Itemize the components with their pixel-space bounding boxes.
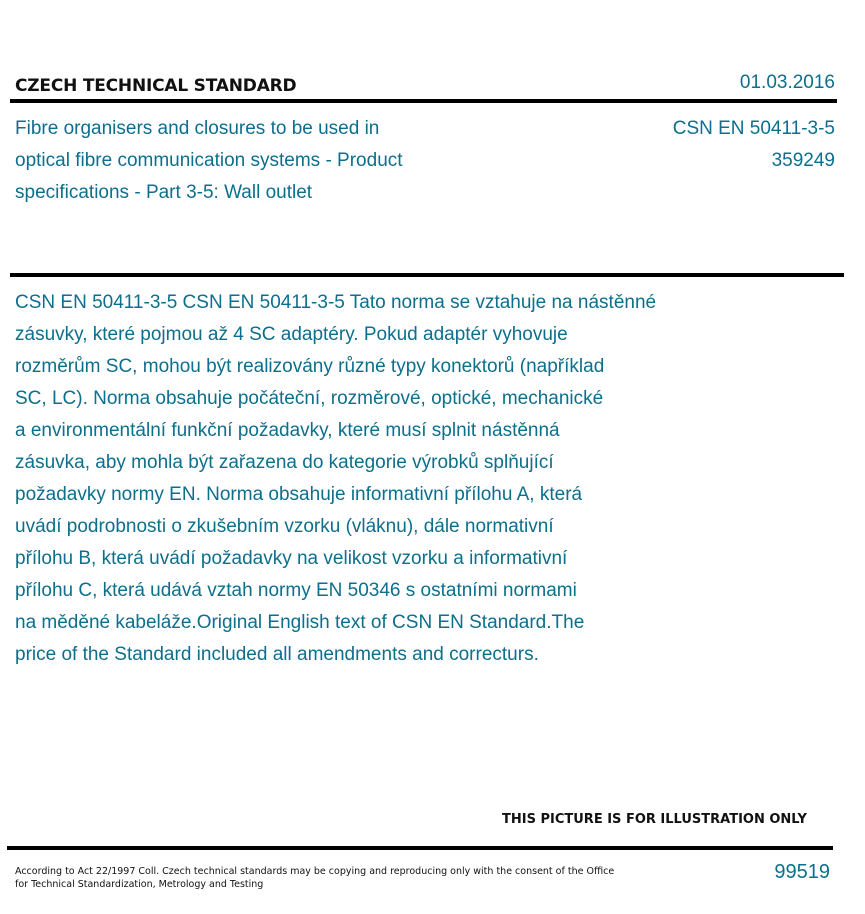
section-divider bbox=[10, 273, 844, 277]
standard-type-heading: CZECH TECHNICAL STANDARD bbox=[15, 76, 297, 96]
abstract-line: zásuvky, které pojmou až 4 SC adaptéry. Pokud adaptér vyhovuje bbox=[15, 324, 568, 345]
document-number: 99519 bbox=[774, 861, 830, 883]
standard-code: CSN EN 50411-3-5 bbox=[672, 118, 835, 139]
catalog-number: 359249 bbox=[771, 150, 835, 171]
legal-notice-line: According to Act 22/1997 Coll. Czech technical standards may be copying and reproducing only with the consent of the Office bbox=[15, 866, 615, 877]
publication-date: 01.03.2016 bbox=[739, 72, 835, 93]
document-title-line: Fibre organisers and closures to be used in bbox=[15, 118, 380, 139]
document-abstract bbox=[15, 287, 775, 671]
document-identifiers bbox=[673, 113, 835, 177]
document-title-line: specifications - Part 3-5: Wall outlet bbox=[15, 182, 313, 203]
legal-notice-line: for Technical Standardization, Metrology and Testing bbox=[15, 879, 264, 890]
illustration-notice: THIS PICTURE IS FOR ILLUSTRATION ONLY bbox=[502, 812, 807, 827]
abstract-line: SC, LC). Norma obsahuje počáteční, rozměrové, optické, mechanické bbox=[15, 388, 604, 409]
abstract-line: a environmentální funkční požadavky, které musí splnit nástěnná bbox=[15, 420, 560, 441]
abstract-line: zásuvka, aby mohla být zařazena do kategorie výrobků splňující bbox=[15, 452, 554, 473]
abstract-line: na měděné kabeláže.Original English text of CSN EN Standard.The bbox=[15, 612, 585, 633]
abstract-line: rozměrům SC, mohou být realizovány různé typy konektorů (například bbox=[15, 356, 605, 377]
abstract-line: price of the Standard included all amendments and correcturs. bbox=[15, 644, 539, 665]
abstract-line: CSN EN 50411-3-5 CSN EN 50411-3-5 Tato norma se vztahuje na nástěnné bbox=[15, 292, 657, 313]
abstract-line: požadavky normy EN. Norma obsahuje informativní přílohu A, která bbox=[15, 484, 583, 505]
document-title-line: optical fibre communication systems - Product bbox=[15, 150, 403, 171]
abstract-line: přílohu C, která udává vztah normy EN 50346 s ostatními normami bbox=[15, 580, 577, 601]
abstract-line: uvádí podrobnosti o zkušebním vzorku (vláknu), dále normativní bbox=[15, 516, 554, 537]
legal-notice bbox=[15, 865, 615, 891]
abstract-line: přílohu B, která uvádí požadavky na velikost vzorku a informativní bbox=[15, 548, 568, 569]
document-title bbox=[15, 113, 485, 209]
header-divider bbox=[10, 99, 837, 103]
footer-divider bbox=[7, 846, 833, 850]
